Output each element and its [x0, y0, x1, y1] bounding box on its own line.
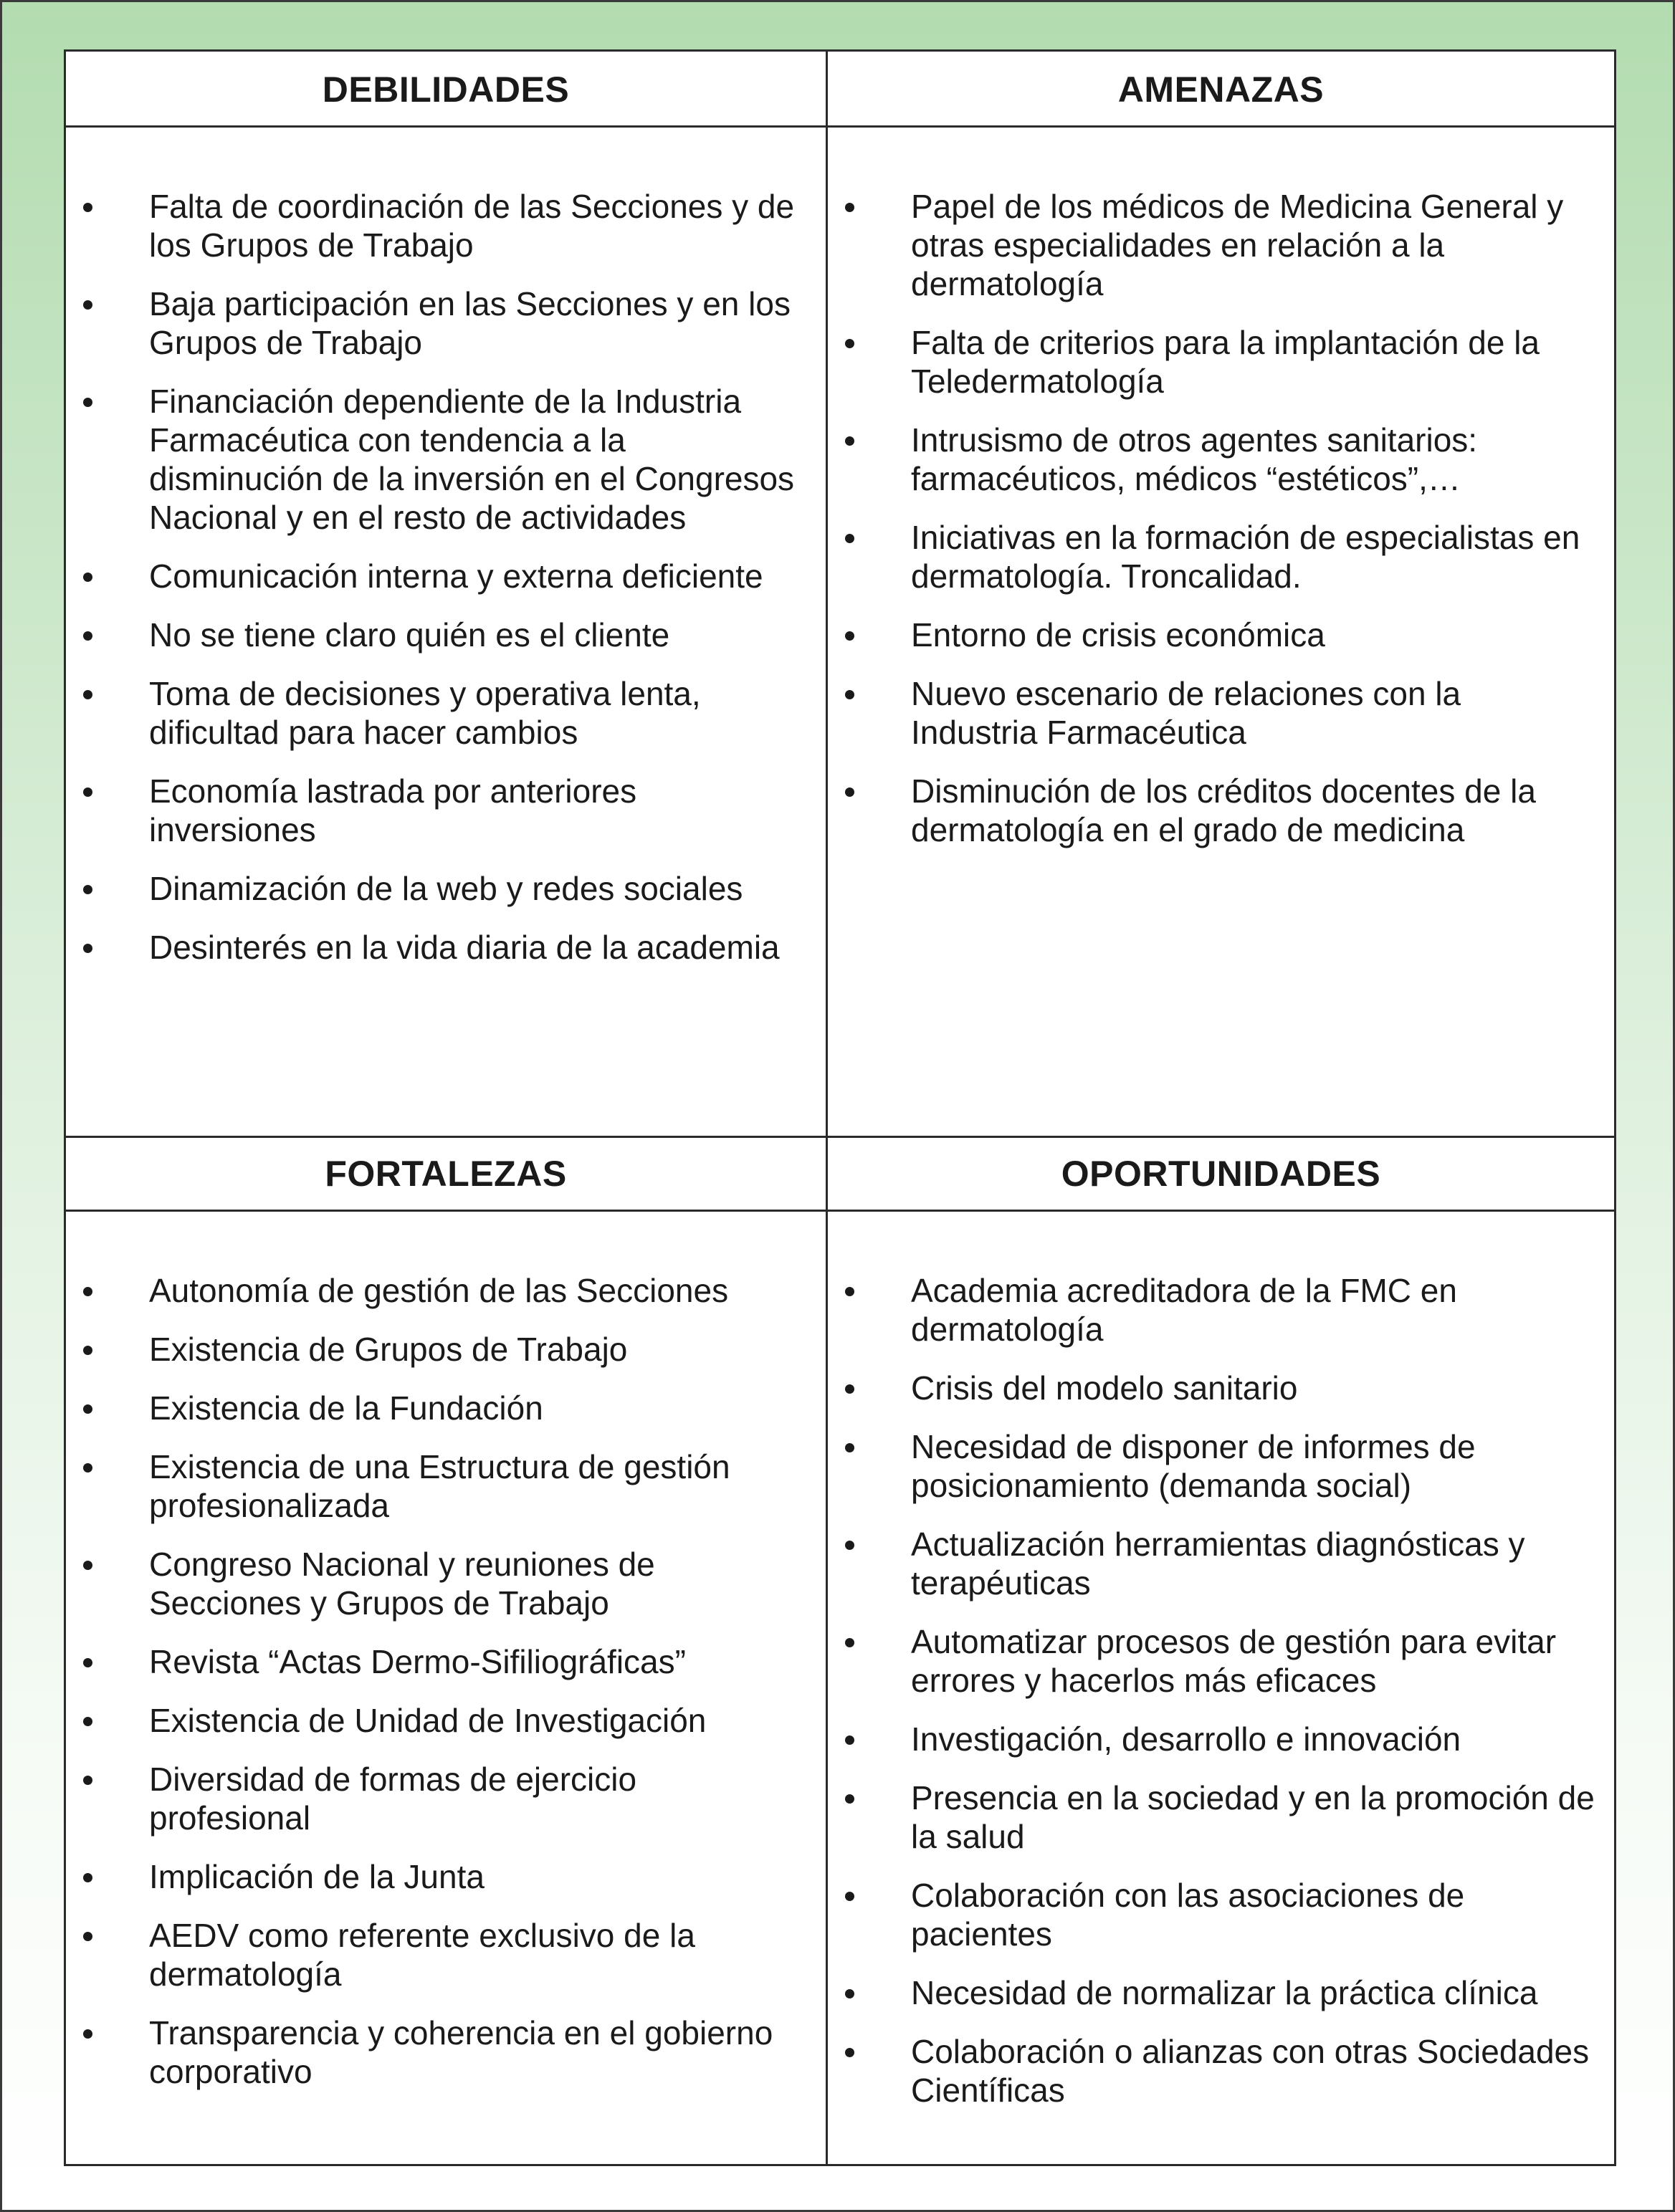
bullet-icon	[845, 436, 854, 446]
list-item	[66, 1271, 797, 1310]
bullet-icon	[83, 631, 92, 641]
list-item	[66, 1701, 797, 1740]
bullet-icon	[83, 1873, 92, 1882]
list-item-text: Presencia en la sociedad y en la promoción de la salud	[911, 1779, 1595, 1855]
list-item	[828, 1427, 1595, 1505]
list-item-text: Falta de coordinación de las Secciones y de los Grupos de Trabajo	[149, 188, 795, 264]
debilidades-header: DEBILIDADES	[322, 70, 570, 110]
list-item	[66, 674, 797, 752]
list-item	[828, 1622, 1595, 1700]
list-item	[828, 1973, 1595, 2012]
bullet-icon	[845, 631, 854, 641]
list-item-text: Diversidad de formas de ejercicio profesional	[149, 1761, 637, 1837]
list-item	[66, 557, 797, 595]
bullet-icon	[845, 1443, 854, 1452]
list-item	[828, 1720, 1595, 1758]
list-item	[66, 187, 797, 264]
list-item-text: Colaboración con las asociaciones de pacientes	[911, 1877, 1465, 1953]
oportunidades-list	[828, 1271, 1595, 2130]
list-item	[66, 1916, 797, 1993]
list-item	[66, 1330, 797, 1369]
list-item	[828, 2032, 1595, 2110]
list-item-text: Autonomía de gestión de las Secciones	[149, 1272, 729, 1309]
list-item-text: Economía lastrada por anteriores inversiones	[149, 772, 637, 848]
list-item	[66, 2014, 797, 2091]
list-item-text: Intrusismo de otros agentes sanitarios: farmacéuticos, médicos “estéticos”,…	[911, 421, 1478, 497]
list-item-text: Baja participación en las Secciones y en los Grupos de Trabajo	[149, 285, 791, 361]
list-item	[66, 284, 797, 362]
list-item-text: Financiación dependiente de la Industria Farmacéutica con tendencia a la disminución de la inversión en el Congresos Nacional y en el resto de actividades	[149, 383, 795, 536]
list-item-text: Academia acreditadora de la FMC en dermatología	[911, 1272, 1457, 1348]
bullet-icon	[83, 1404, 92, 1414]
bullet-icon	[83, 573, 92, 582]
amenazas-list	[828, 187, 1595, 869]
list-item	[828, 1369, 1595, 1407]
list-item-text: Transparencia y coherencia en el gobierno corporativo	[149, 2014, 773, 2090]
list-item-text: Disminución de los créditos docentes de la dermatología en el grado de medicina	[911, 772, 1536, 848]
list-item-text: Falta de criterios para la implantación de la Teledermatología	[911, 324, 1540, 400]
debilidades-list	[66, 187, 797, 987]
list-item-text: Comunicación interna y externa deficiente	[149, 557, 763, 595]
list-item-text: Automatizar procesos de gestión para evitar errores y hacerlos más eficaces	[911, 1623, 1557, 1699]
list-item	[66, 928, 797, 967]
list-item-text: Dinamización de la web y redes sociales	[149, 870, 743, 907]
list-item	[828, 1271, 1595, 1349]
bullet-icon	[83, 690, 92, 699]
list-item	[66, 1447, 797, 1525]
list-item	[828, 1525, 1595, 1602]
bullet-icon	[83, 885, 92, 894]
bullet-icon	[845, 534, 854, 543]
fortalezas-list	[66, 1271, 797, 2111]
bullet-icon	[83, 300, 92, 310]
bullet-icon	[845, 787, 854, 797]
list-item-text: Congreso Nacional y reuniones de Secciones y Grupos de Trabajo	[149, 1546, 655, 1622]
bullet-icon	[845, 1892, 854, 1901]
list-item-text: Existencia de Grupos de Trabajo	[149, 1331, 628, 1368]
oportunidades-header: OPORTUNIDADES	[1061, 1154, 1381, 1194]
list-item-text: Papel de los médicos de Medicina General y otras especialidades en relación a la dermatología	[911, 188, 1564, 302]
fortalezas-header: FORTALEZAS	[325, 1154, 567, 1194]
list-item-text: Crisis del modelo sanitario	[911, 1369, 1298, 1407]
list-item	[828, 187, 1595, 303]
list-item-text: Existencia de una Estructura de gestión profesionalizada	[149, 1448, 730, 1524]
list-item-text: Nuevo escenario de relaciones con la Industria Farmacéutica	[911, 675, 1461, 751]
list-item	[828, 1778, 1595, 1856]
bullet-icon	[83, 1932, 92, 1941]
bullet-icon	[83, 1463, 92, 1473]
list-item	[66, 616, 797, 654]
bullet-icon	[845, 690, 854, 699]
list-item-text: Necesidad de normalizar la práctica clínica	[911, 1974, 1538, 2011]
bullet-icon	[83, 1287, 92, 1296]
list-item	[828, 518, 1595, 595]
list-item-text: Desinterés en la vida diaria de la academia	[149, 929, 780, 966]
bullet-icon	[845, 1541, 854, 1550]
list-item	[66, 1642, 797, 1681]
list-item	[828, 674, 1595, 752]
bullet-icon	[83, 203, 92, 212]
list-item	[66, 1545, 797, 1622]
list-item-text: Investigación, desarrollo e innovación	[911, 1720, 1461, 1758]
bullet-icon	[83, 787, 92, 797]
list-item	[66, 1760, 797, 1837]
list-item	[828, 1876, 1595, 1953]
list-item	[66, 1857, 797, 1896]
list-item	[66, 1389, 797, 1427]
bullet-icon	[845, 1638, 854, 1647]
swot-table	[64, 49, 1616, 2166]
bullet-icon	[845, 2048, 854, 2057]
bullet-icon	[845, 203, 854, 212]
list-item	[66, 869, 797, 908]
bullet-icon	[83, 1717, 92, 1726]
header-divider-top	[66, 125, 1614, 128]
bullet-icon	[845, 1794, 854, 1804]
list-item-text: No se tiene claro quién es el cliente	[149, 616, 670, 653]
bullet-icon	[83, 1561, 92, 1570]
bullet-icon	[83, 398, 92, 407]
bullet-icon	[845, 1384, 854, 1394]
bullet-icon	[845, 1735, 854, 1745]
list-item-text: Implicación de la Junta	[149, 1858, 485, 1895]
bullet-icon	[845, 1287, 854, 1296]
header-divider-bottom	[66, 1210, 1614, 1212]
list-item-text: Colaboración o alianzas con otras Sociedades Científicas	[911, 2033, 1590, 2109]
list-item-text: Iniciativas en la formación de especialistas en dermatología. Troncalidad.	[911, 519, 1580, 595]
bullet-icon	[83, 1776, 92, 1785]
bullet-icon	[83, 1346, 92, 1355]
list-item	[66, 382, 797, 537]
list-item-text: Necesidad de disponer de informes de posicionamiento (demanda social)	[911, 1428, 1476, 1504]
list-item-text: Existencia de la Fundación	[149, 1389, 543, 1427]
list-item-text: Revista “Actas Dermo-Sifiliográficas”	[149, 1643, 686, 1680]
list-item	[66, 772, 797, 849]
bullet-icon	[83, 944, 92, 953]
list-item-text: AEDV como referente exclusivo de la dermatología	[149, 1917, 695, 1993]
bullet-icon	[845, 339, 854, 348]
list-item-text: Entorno de crisis económica	[911, 616, 1325, 653]
list-item	[828, 616, 1595, 654]
list-item	[828, 421, 1595, 498]
list-item-text: Actualización herramientas diagnósticas y terapéuticas	[911, 1526, 1525, 1601]
list-item-text: Toma de decisiones y operativa lenta, dificultad para hacer cambios	[149, 675, 701, 751]
amenazas-header: AMENAZAS	[1117, 70, 1325, 110]
list-item	[828, 772, 1595, 849]
list-item	[828, 323, 1595, 401]
list-item-text: Existencia de Unidad de Investigación	[149, 1702, 707, 1739]
bullet-icon	[83, 2029, 92, 2039]
bullet-icon	[845, 1989, 854, 1998]
bullet-icon	[83, 1658, 92, 1667]
